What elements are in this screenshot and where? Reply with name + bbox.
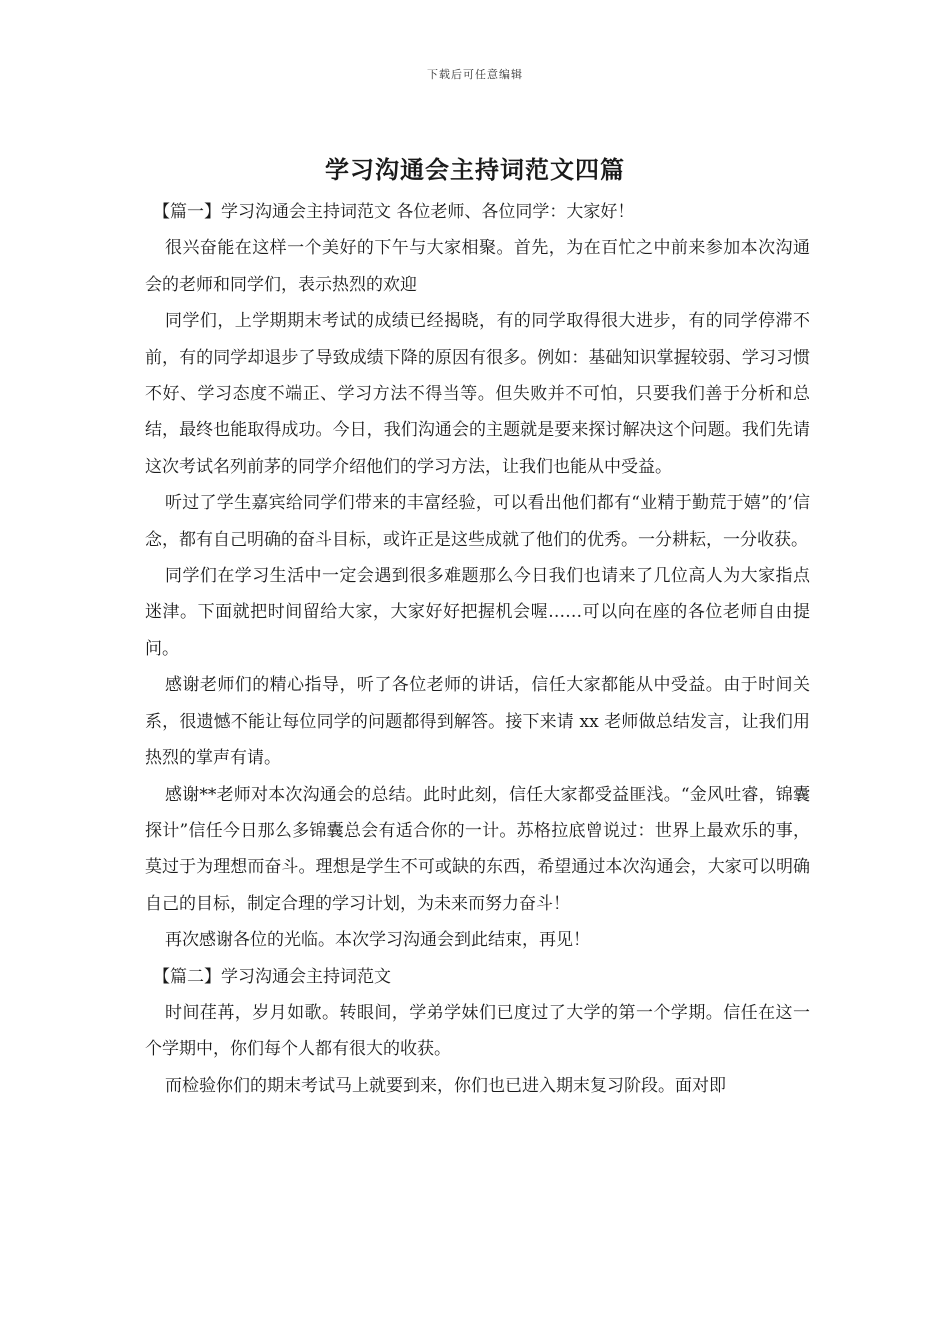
page-header-note: 下载后可任意编辑 (427, 68, 523, 81)
paragraph: 同学们在学习生活中一定会遇到很多难题那么今日我们也请来了几位高人为大家指点迷津。下面就把时间留给大家，大家好好把握机会喔……可以向在座的各位老师自由提问。 (145, 566, 810, 659)
paragraph: 再次感谢各位的光临。本次学习沟通会到此结束，再见！ (165, 930, 590, 951)
paragraph: 而检验你们的期末考试马上就要到来，你们也已进入期末复习阶段。面对即 (165, 1075, 726, 1096)
paragraph: 时间荏苒，岁月如歌。转眼间，学弟学妹们已度过了大学的第一个学期。信任在这一个学期中，你们每个人都有很大的收获。 (145, 1002, 810, 1060)
paragraph: 听过了学生嘉宾给同学们带来的丰富经验，可以看出他们都有“业精于勤荒于嬉”的’信念，都有自己明确的奋斗目标，或许正是这些成就了他们的优秀。一分耕耘，一分收获。 (145, 493, 810, 550)
paragraph: 感谢老师们的精心指导，听了各位老师的讲话，信任大家都能从中受益。由于时间关系，很遗憾不能让每位同学的问题都得到解答。接下来请 xx 老师做总结发言，让我们用热烈的掌声有请。 (145, 675, 810, 769)
paragraph: 同学们，上学期期末考试的成绩已经揭晓，有的同学取得很大进步，有的同学停滞不前，有的同学却退步了导致成绩下降的原因有很多。例如：基础知识掌握较弱、学习习惯不好、学习态度不端正、学习方法不得当等。但失败并不可怕，只要我们善于分析和总结，最终也能取得成功。今日，我们沟通会的主题就是要来探讨解决这个问题。我们先请这次考试名列前茅的同学介绍他们的学习方法，让我们也能从中受益。 (145, 311, 810, 477)
paragraph: 感谢**老师对本次沟通会的总结。此时此刻，信任大家都受益匪浅。“金风吐睿，锦囊探计”信任今日那么多锦囊总会有适合你的一计。苏格拉底曾说过：世界上最欢乐的事，莫过于为理想而奋斗。理想是学生不可或缺的东西，希望通过本次沟通会，大家可以明确自己的目标，制定合理的学习计划，为未来而努力奋斗！ (145, 784, 810, 914)
section-heading-1: 【篇一】学习沟通会主持词范文 各位老师、各位同学：大家好！ (153, 202, 635, 222)
document-title: 学习沟通会主持词范文四篇 (325, 155, 625, 184)
document-body (145, 194, 810, 1104)
paragraph: 很兴奋能在这样一个美好的下午与大家相聚。首先，为在百忙之中前来参加本次沟通会的老师和同学们，表示热烈的欢迎 (145, 238, 810, 295)
section-heading-2: 【篇二】学习沟通会主持词范文 (153, 966, 391, 987)
